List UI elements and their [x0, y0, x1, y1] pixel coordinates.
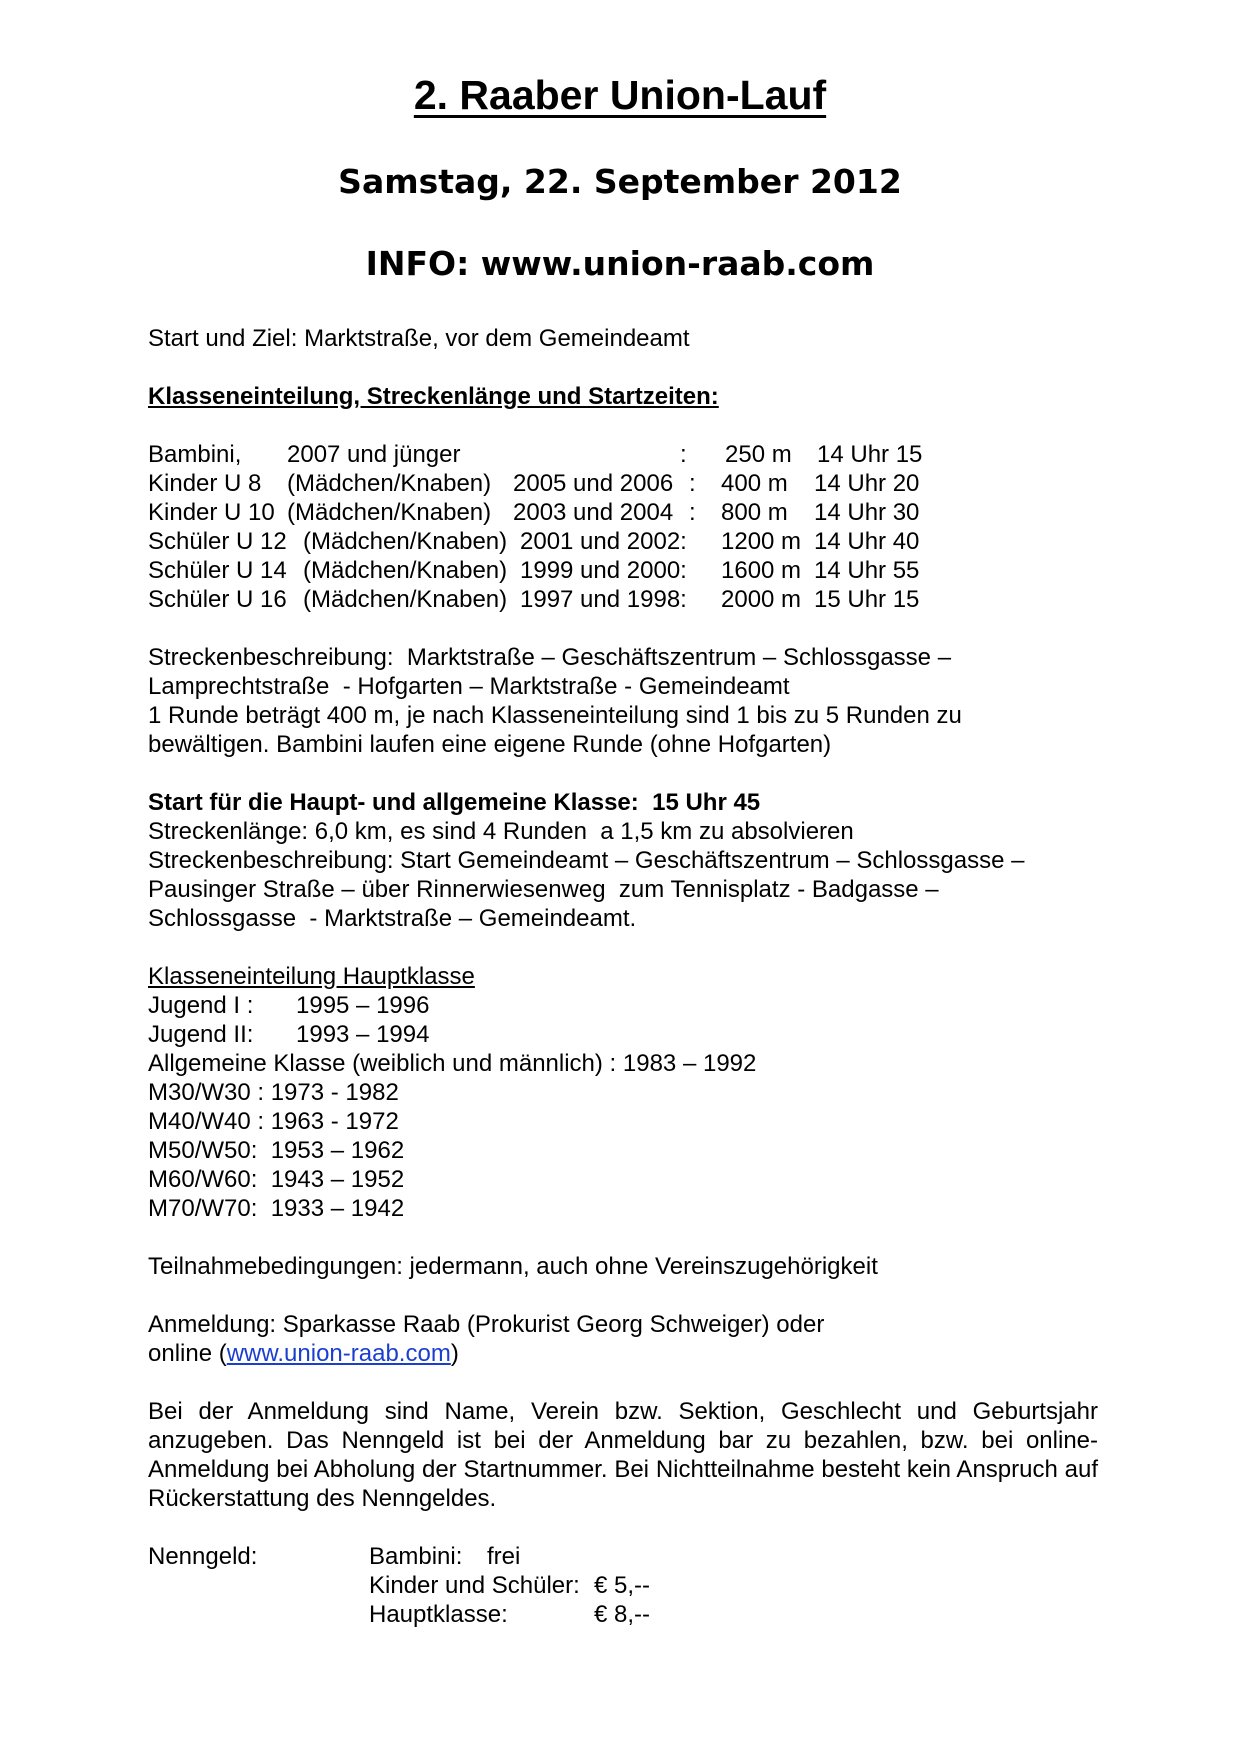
hauptklasse-years: 1993 – 1994	[296, 1021, 430, 1048]
hauptklasse-line: M60/W60: 1943 – 1952	[148, 1166, 405, 1193]
nenngeld-item-label: Kinder und Schüler:	[369, 1572, 580, 1599]
klassen-group: (Mädchen/Knaben)	[287, 470, 492, 497]
hauptklasse-line: M30/W30 : 1973 - 1982	[148, 1079, 399, 1106]
klassen-years: 2003 und 2004	[513, 499, 674, 526]
strecke-line: Lamprechtstraße - Hofgarten – Marktstraße - Gemeindeamt	[148, 673, 790, 700]
haupt-line: Streckenlänge: 6,0 km, es sind 4 Runden a 1,5 km zu absolvieren	[148, 818, 854, 845]
klassen-group: (Mädchen/Knaben)	[303, 586, 508, 613]
klassen-group: (Mädchen/Knaben)	[303, 528, 508, 555]
anmeldung-paragraph: Bei der Anmeldung sind Name, Verein bzw. Sektion, Geschlecht und Geburtsjahr anzugeben. Das Nenngeld ist bei der Anmeldung bar zu bezahlen, bzw. bei online-Anmeldung bei Abholung der Startnummer. Bei Nichtteilnahme besteht kein Anspruch auf Rückerstattung des Nenngeldes.	[148, 1398, 1098, 1512]
haupt-section	[148, 788, 1098, 933]
page-title: 2. Raaber Union-Lauf	[413, 72, 827, 118]
klassen-time: 14 Uhr 30	[814, 499, 920, 526]
klassen-name: Bambini,	[148, 441, 242, 468]
hauptklasse-line: M70/W70: 1933 – 1942	[148, 1195, 405, 1222]
klassen-distance: 800 m	[721, 499, 788, 526]
anmeldung-online-suffix: )	[450, 1340, 459, 1367]
klassen-time: 14 Uhr 15	[817, 441, 923, 468]
klassen-distance: 2000 m	[721, 586, 802, 613]
klassen-time: 14 Uhr 20	[814, 470, 920, 497]
nenngeld-item-label: Hauptklasse:	[369, 1601, 508, 1628]
klassen-row	[148, 585, 1098, 614]
klassen-row	[148, 469, 1098, 498]
anmeldung-online-line	[148, 1339, 1098, 1368]
start-ziel-text: Start und Ziel: Marktstraße, vor dem Gemeindeamt	[148, 325, 690, 352]
klassen-group: (Mädchen/Knaben)	[287, 499, 492, 526]
klassen-colon: :	[689, 470, 696, 497]
hauptklasse-label: Jugend II:	[148, 1021, 254, 1048]
hauptklasse-line: M40/W40 : 1963 - 1972	[148, 1108, 399, 1135]
klassen-row	[148, 498, 1098, 527]
website-link[interactable]: www.union-raab.com	[226, 1340, 451, 1367]
klassen-row	[148, 556, 1098, 585]
klassen-name: Schüler U 12	[148, 528, 287, 555]
klassen-name: Schüler U 16	[148, 586, 287, 613]
anmeldung-online-prefix: online (	[148, 1340, 227, 1367]
klassen-distance: 1600 m	[721, 557, 802, 584]
nenngeld-item-value: frei	[487, 1543, 521, 1570]
klassen-years: 2007 und jünger	[287, 441, 461, 468]
klassen-distance: 1200 m	[721, 528, 802, 555]
nenngeld-row	[148, 1542, 1098, 1571]
haupt-line: Streckenbeschreibung: Start Gemeindeamt – Geschäftszentrum – Schlossgasse –	[148, 847, 1025, 874]
klassen-years: 2005 und 2006	[513, 470, 674, 497]
klassen-time: 15 Uhr 15	[814, 586, 920, 613]
start-ziel-section	[148, 324, 1098, 353]
hauptklasse-line: Allgemeine Klasse (weiblich und männlich) : 1983 – 1992	[148, 1050, 757, 1077]
teilnahme-text: Teilnahmebedingungen: jedermann, auch ohne Vereinszugehörigkeit	[148, 1253, 878, 1280]
strecke-line: bewältigen. Bambini laufen eine eigene Runde (ohne Hofgarten)	[148, 731, 832, 758]
nenngeld-label: Nenngeld:	[148, 1543, 258, 1570]
anmeldung-section	[148, 1310, 1098, 1368]
klassen-colon: :	[689, 499, 696, 526]
klassen-name: Kinder U 8	[148, 470, 262, 497]
klassen-name: Kinder U 10	[148, 499, 275, 526]
klassen-name: Schüler U 14	[148, 557, 287, 584]
teilnahme-section	[148, 1252, 1098, 1281]
nenngeld-item-value: € 5,--	[594, 1572, 651, 1599]
klassen-time: 14 Uhr 40	[814, 528, 920, 555]
nenngeld-row	[148, 1600, 1098, 1629]
klassen-heading-section	[148, 382, 1098, 411]
info-line: INFO: www.union-raab.com	[365, 244, 875, 283]
strecke-line: Streckenbeschreibung: Marktstraße – Geschäftszentrum – Schlossgasse –	[148, 644, 952, 671]
klassen-years: 1997 und 1998:	[520, 586, 687, 613]
haupt-line: Pausinger Straße – über Rinnerwiesenweg zum Tennisplatz - Badgasse –	[148, 876, 939, 903]
hauptklasse-section	[148, 962, 1098, 1223]
nenngeld-row	[148, 1571, 1098, 1600]
strecke-line: 1 Runde beträgt 400 m, je nach Klasseneinteilung sind 1 bis zu 5 Runden zu	[148, 702, 962, 729]
klassen-group: (Mädchen/Knaben)	[303, 557, 508, 584]
hauptklasse-row	[148, 991, 1098, 1020]
hauptklasse-line: M50/W50: 1953 – 1962	[148, 1137, 405, 1164]
hauptklasse-row	[148, 1020, 1098, 1049]
hauptklasse-heading: Klasseneinteilung Hauptklasse	[148, 963, 475, 990]
nenngeld-item-label: Bambini:	[369, 1543, 463, 1570]
klassen-distance: 250 m	[725, 441, 792, 468]
klassen-distance: 400 m	[721, 470, 788, 497]
nenngeld-item-value: € 8,--	[594, 1601, 651, 1628]
anmeldung-line: Anmeldung: Sparkasse Raab (Prokurist Georg Schweiger) oder	[148, 1311, 825, 1338]
klassen-years: 2001 und 2002:	[520, 528, 687, 555]
klassen-years: 1999 und 2000:	[520, 557, 687, 584]
klassen-time: 14 Uhr 55	[814, 557, 920, 584]
klassen-table	[148, 440, 1098, 614]
hauptklasse-years: 1995 – 1996	[296, 992, 430, 1019]
nenngeld-section	[148, 1542, 1098, 1629]
klassen-colon: :	[680, 441, 687, 468]
klassen-row	[148, 527, 1098, 556]
hauptklasse-label: Jugend I :	[148, 992, 254, 1019]
klassen-heading: Klasseneinteilung, Streckenlänge und Startzeiten:	[148, 383, 719, 410]
strecke-section	[148, 643, 1098, 759]
haupt-heading: Start für die Haupt- und allgemeine Klasse: 15 Uhr 45	[148, 789, 761, 816]
event-date: Samstag, 22. September 2012	[338, 162, 902, 201]
klassen-row	[148, 440, 1098, 469]
haupt-line: Schlossgasse - Marktstraße – Gemeindeamt.	[148, 905, 637, 932]
